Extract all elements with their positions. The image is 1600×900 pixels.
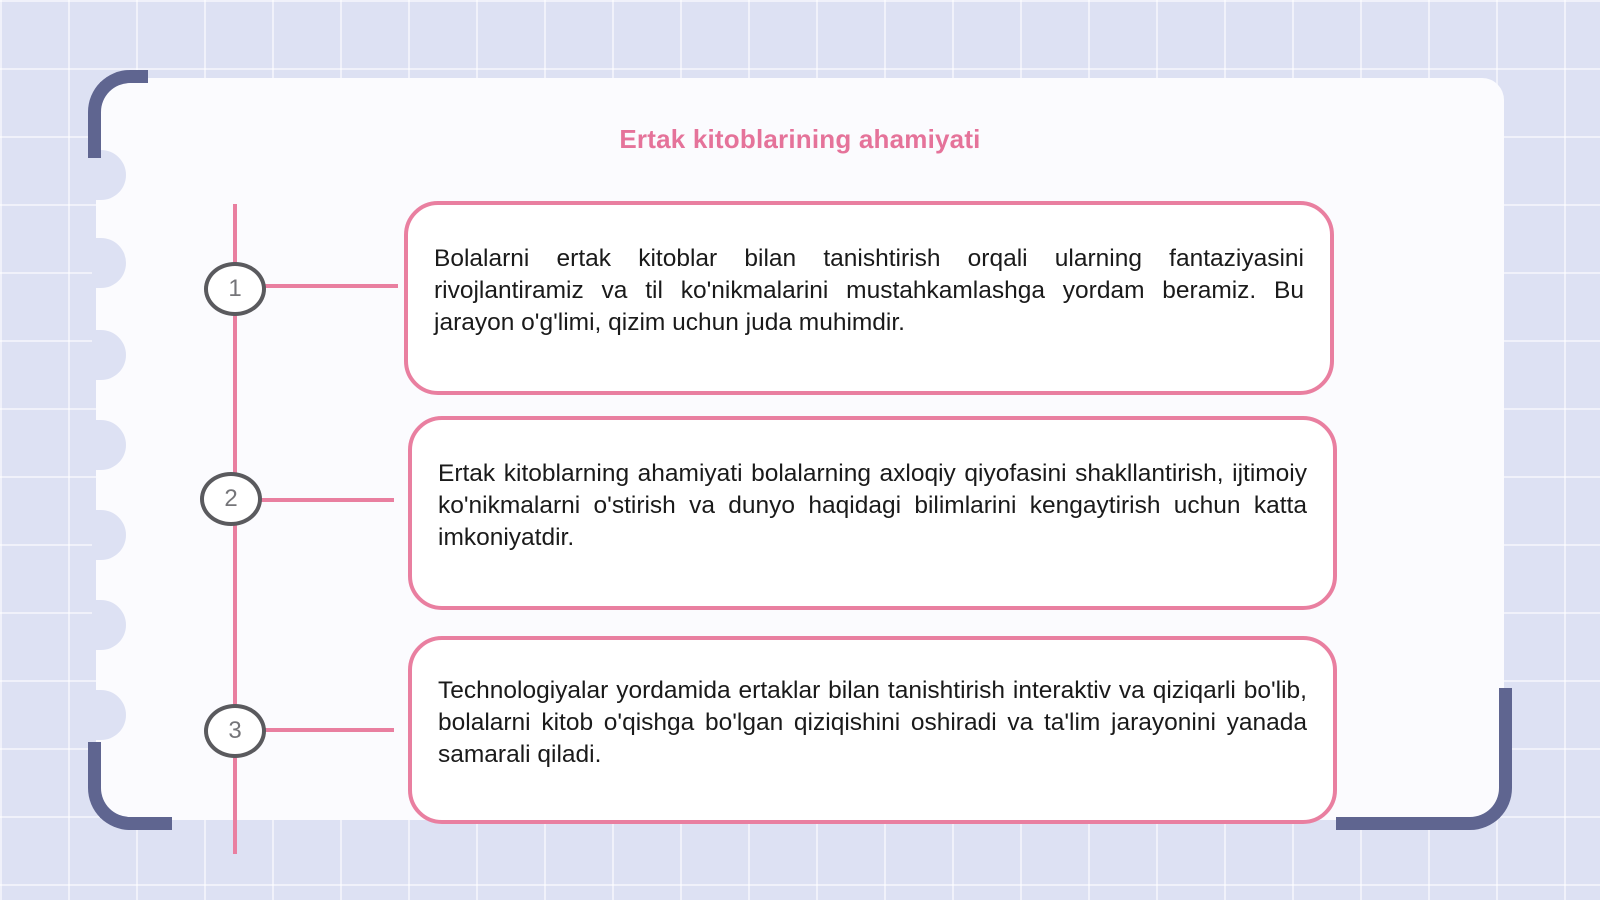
step-number: 1 [228, 275, 242, 302]
info-box-2 [408, 416, 1337, 610]
info-box-1 [404, 201, 1334, 395]
timeline-node-2 [200, 472, 262, 526]
info-text: Technologiyalar yordamida ertaklar bilan tanishtirish interaktiv va qiziqarli bo'lib, bolalarni kitob o'qishga bo'lgan qiziqishini oshiradi va ta'lim jarayonini yanada samarali qiladi. [438, 677, 1307, 768]
info-text: Bolalarni ertak kitoblar bilan tanishtirish orqali ularning fantaziyasini rivojlantiramiz va til ko'nikmalarini mustahkamlashga yordam beramiz. Bu jarayon o'g'limi, qizim uchun juda muhimdir. [434, 245, 1304, 336]
timeline-node-1 [204, 262, 266, 316]
frame-corner-bottom-right [1336, 688, 1512, 830]
timeline-connector [260, 498, 394, 502]
info-text: Ertak kitoblarning ahamiyati bolalarning axloqiy qiyofasini shakllantirish, ijtimoiy ko'nikmalarni o'stirish va dunyo haqidagi bilimlarini kengaytirish uchun katta imkoniyatdir. [438, 460, 1307, 551]
frame-corner-bottom-left [88, 742, 172, 830]
step-number: 2 [224, 485, 238, 512]
timeline-connector [262, 284, 398, 288]
timeline-node-3 [204, 704, 266, 758]
step-number: 3 [228, 717, 242, 744]
slide-title: Ertak kitoblarining ahamiyati [619, 124, 981, 154]
timeline-connector [262, 728, 394, 732]
info-box-3 [408, 636, 1337, 824]
